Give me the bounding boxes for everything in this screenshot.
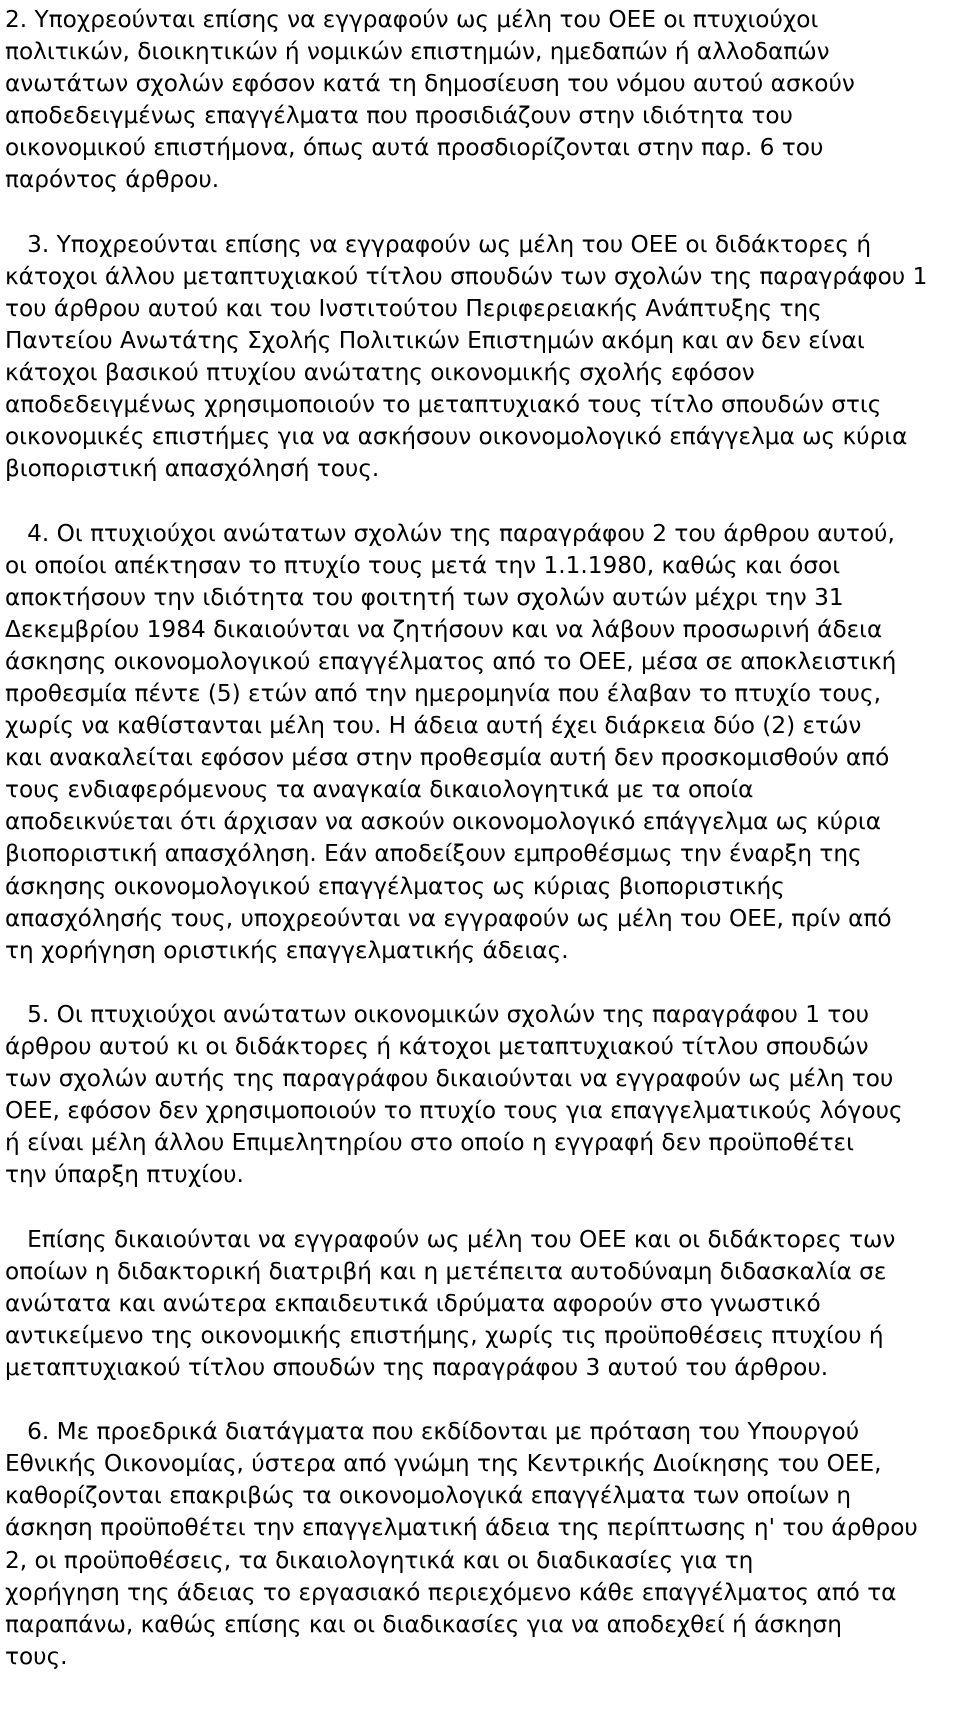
- paragraph-spacer: [5, 197, 955, 229]
- text-line: αποδεικνύεται ότι άρχισαν να ασκούν οικονομολογικό επάγγελμα ως κύρια: [5, 808, 881, 836]
- text-line: οποίων η διδακτορική διατριβή και η μετέπειτα αυτοδύναμη διδασκαλία σε: [5, 1257, 887, 1285]
- text-line: ΟΕΕ, εφόσον δεν χρησιμοποιούν το πτυχίο τους για επαγγελματικούς λόγους: [5, 1097, 903, 1125]
- text-line: άρθρου αυτού κι οι διδάκτορες ή κάτοχοι μεταπτυχιακού τίτλου σπουδών: [5, 1033, 869, 1060]
- text-line: 6. Με προεδρικά διατάγματα που εκδίδονται με πρόταση του Υπουργού: [5, 1418, 860, 1446]
- text-line: 4. Οι πτυχιούχοι ανώτατων σχολών της παραγράφου 2 του άρθρου αυτού,: [5, 519, 895, 547]
- text-line: απασχόλησής τους, υποχρεούνται να εγγραφούν ως μέλη του ΟΕΕ, πρίν από: [5, 904, 892, 932]
- text-line: χωρίς να καθίστανται μέλη του. Η άδεια αυτή έχει διάρκεια δύο (2) ετών: [5, 712, 862, 740]
- text-line: αποκτήσουν την ιδιότητα του φοιτητή των σχολών αυτών μέχρι την 31: [5, 583, 844, 611]
- text-line: Εθνικής Οικονομίας, ύστερα από γνώμη της Κεντρικής Διοίκησης του ΟΕΕ,: [5, 1450, 882, 1478]
- text-line: άσκησης οικονομολογικού επαγγέλματος ως κύριας βιοποριστικής: [5, 872, 785, 900]
- text-line: άσκηση προϋποθέτει την επαγγελματική άδεια της περίπτωσης η' του άρθρου: [5, 1514, 918, 1542]
- text-line: χορήγηση της άδειας το εργασιακό περιεχόμενο κάθε επαγγέλματος από τα: [5, 1578, 897, 1606]
- text-line: πολιτικών, διοικητικών ή νομικών επιστημών, ημεδαπών ή αλλοδαπών: [5, 38, 830, 66]
- text-line: τους.: [5, 1642, 68, 1670]
- text-line: τους ενδιαφερόμενους τα αναγκαία δικαιολογητικά με τα οποία: [5, 776, 754, 804]
- paragraph-6: [5, 1416, 955, 1673]
- text-line: ή είναι μέλη άλλου Επιμελητηρίου στο οποίο η εγγραφή δεν προϋποθέτει: [5, 1129, 854, 1157]
- text-line: βιοποριστική απασχόλησή τους.: [5, 455, 380, 483]
- text-line: ανωτάτων σχολών εφόσον κατά τη δημοσίευση του νόμου αυτού ασκούν: [5, 70, 855, 98]
- text-line: του άρθρου αυτού και του Ινστιτούτου Περιφερειακής Ανάπτυξης της: [5, 294, 822, 322]
- text-line: Δεκεμβρίου 1984 δικαιούνται να ζητήσουν και να λάβουν προσωρινή άδεια: [5, 615, 883, 643]
- text-line: τη χορήγηση οριστικής επαγγελματικής άδειας.: [5, 936, 569, 964]
- paragraph-5: [5, 999, 955, 1192]
- text-line: αντικείμενο της οικονομικής επιστήμης, χωρίς τις προϋποθέσεις πτυχίου ή: [5, 1321, 884, 1349]
- text-line: Παντείου Ανωτάτης Σχολής Πολιτικών Επιστημών ακόμη και αν δεν είναι: [5, 326, 865, 354]
- text-line: Επίσης δικαιούνται να εγγραφούν ως μέλη του ΟΕΕ και οι διδάκτορες των: [5, 1225, 896, 1253]
- text-line: των σχολών αυτής της παραγράφου δικαιούνται να εγγραφούν ως μέλη του: [5, 1065, 894, 1093]
- text-line: παραπάνω, καθώς επίσης και οι διαδικασίες για να αποδεχθεί ή άσκηση: [5, 1610, 842, 1638]
- paragraph-5-supplement: [5, 1224, 955, 1384]
- paragraph-spacer: [5, 967, 955, 999]
- text-line: καθορίζονται επακριβώς τα οικονομολογικά επαγγέλματα των οποίων η: [5, 1482, 852, 1510]
- paragraph-4: [5, 518, 955, 967]
- text-line: αποδεδειγμένως χρησιμοποιούν το μεταπτυχιακό τους τίτλο σπουδών στις: [5, 391, 882, 419]
- paragraph-3: [5, 229, 955, 486]
- text-line: οικονομικές επιστήμες για να ασκήσουν οικονομολογικό επάγγελμα ως κύρια: [5, 423, 908, 451]
- text-line: και ανακαλείται εφόσον μέσα στην προθεσμία αυτή δεν προσκομισθούν από: [5, 744, 890, 772]
- text-line: 2. Υποχρεούνται επίσης να εγγραφούν ως μέλη του ΟΕΕ οι πτυχιούχοι: [5, 6, 819, 33]
- text-line: 5. Οι πτυχιούχοι ανώτατων οικονομικών σχολών της παραγράφου 1 του: [5, 1000, 869, 1028]
- paragraph-spacer: [5, 1191, 955, 1223]
- text-line: προθεσμία πέντε (5) ετών από την ημερομηνία που έλαβαν το πτυχίο τους,: [5, 679, 881, 707]
- paragraph-spacer: [5, 485, 955, 517]
- text-line: την ύπαρξη πτυχίου.: [5, 1161, 244, 1189]
- text-line: παρόντος άρθρου.: [5, 166, 220, 194]
- text-line: 3. Υποχρεούνται επίσης να εγγραφούν ως μέλη του ΟΕΕ οι διδάκτορες ή: [5, 230, 872, 258]
- paragraph-spacer: [5, 1384, 955, 1416]
- text-line: οι οποίοι απέκτησαν το πτυχίο τους μετά την 1.1.1980, καθώς και όσοι: [5, 551, 841, 579]
- text-line: μεταπτυχιακού τίτλου σπουδών της παραγράφου 3 αυτού του άρθρου.: [5, 1353, 829, 1381]
- text-line: οικονομικού επιστήμονα, όπως αυτά προσδιορίζονται στην παρ. 6 του: [5, 134, 824, 162]
- text-line: άσκησης οικονομολογικού επαγγέλματος από το ΟΕΕ, μέσα σε αποκλειστική: [5, 647, 897, 675]
- text-line: αποδεδειγμένως επαγγέλματα που προσιδιάζουν στην ιδιότητα του: [5, 102, 793, 130]
- text-line: ανώτατα και ανώτερα εκπαιδευτικά ιδρύματα αφορούν στο γνωστικό: [5, 1289, 821, 1317]
- text-line: 2, οι προϋποθέσεις, τα δικαιολογητικά και οι διαδικασίες για τη: [5, 1546, 754, 1574]
- text-line: κάτοχοι βασικού πτυχίου ανώτατης οικονομικής σχολής εφόσον: [5, 359, 755, 387]
- document-page: [5, 4, 955, 1673]
- text-line: βιοποριστική απασχόληση. Εάν αποδείξουν εμπροθέσμως την έναρξη της: [5, 840, 862, 868]
- paragraph-2: [5, 4, 955, 197]
- text-line: κάτοχοι άλλου μεταπτυχιακού τίτλου σπουδών των σχολών της παραγράφου 1: [5, 262, 928, 290]
